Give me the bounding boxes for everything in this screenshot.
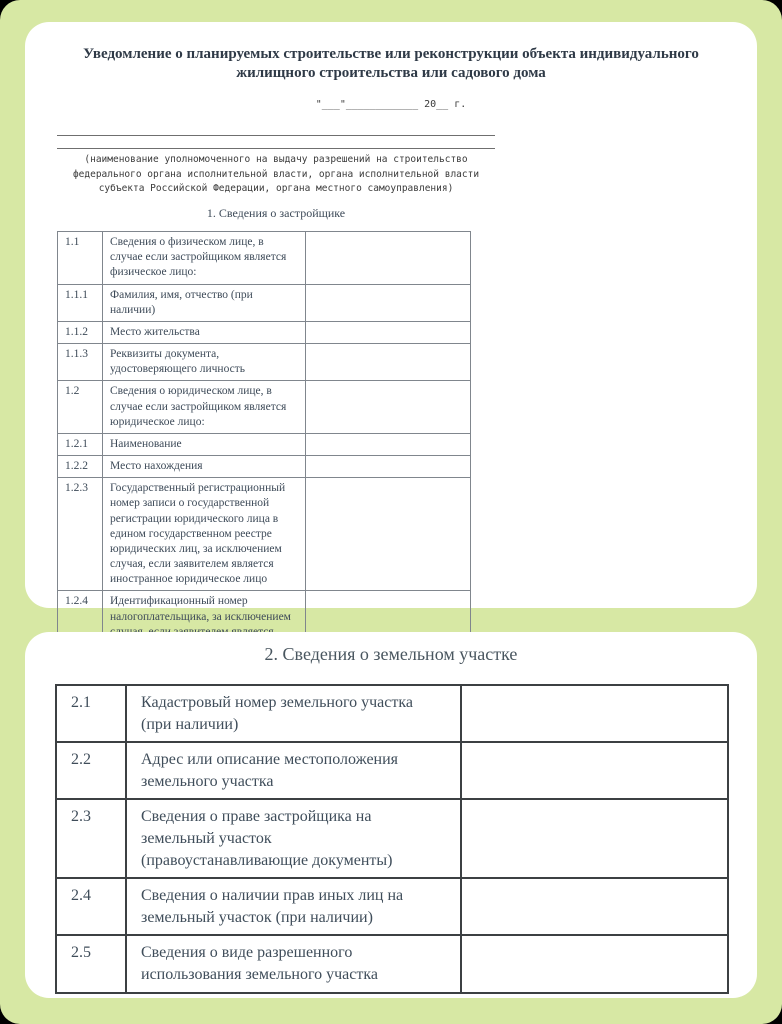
row-label-cell: Место нахождения	[103, 456, 306, 478]
table-row	[58, 284, 471, 321]
row-value-cell	[461, 878, 728, 935]
table-row	[58, 232, 471, 285]
authority-name-line-2	[57, 148, 495, 149]
row-label-cell: Реквизиты документа, удостоверяющего личность	[103, 344, 306, 381]
authority-caption	[39, 153, 513, 197]
row-value-cell	[306, 284, 471, 321]
row-value-cell	[306, 321, 471, 343]
table-row	[58, 433, 471, 455]
table-row	[56, 878, 728, 935]
row-label-cell: Сведения о наличии прав иных лиц на земельный участок (при наличии)	[126, 878, 461, 935]
row-number-cell: 1.1.3	[58, 344, 103, 381]
section1-heading: 1. Сведения о застройщике	[206, 206, 346, 220]
table-row	[56, 685, 728, 742]
table-row	[58, 344, 471, 381]
row-value-cell	[306, 478, 471, 591]
row-value-cell	[306, 456, 471, 478]
table-row	[56, 742, 728, 799]
row-label-cell: Сведения о виде разрешенного использования земельного участка	[126, 935, 461, 992]
row-value-cell	[306, 344, 471, 381]
table-row	[58, 381, 471, 434]
table-row	[58, 456, 471, 478]
row-number-cell: 2.3	[56, 799, 126, 878]
authority-caption-line: федерального органа исполнительной власти, органа исполнительной власти	[72, 168, 480, 180]
land-plot-card	[25, 632, 757, 998]
row-value-cell	[306, 381, 471, 434]
row-label-cell: Кадастровый номер земельного участка (при наличии)	[126, 685, 461, 742]
row-number-cell: 1.2.2	[58, 456, 103, 478]
table-row	[56, 935, 728, 992]
row-value-cell	[461, 799, 728, 878]
notice-document-card	[25, 22, 757, 623]
row-label-cell: Сведения о праве застройщика на земельный участок (правоустанавливающие документы)	[126, 799, 461, 878]
row-number-cell: 1.1.1	[58, 284, 103, 321]
row-number-cell: 1.1.2	[58, 321, 103, 343]
row-number-cell: 2.1	[56, 685, 126, 742]
row-number-cell: 1.2.1	[58, 433, 103, 455]
row-label-cell: Сведения о юридическом лице, в случае если застройщиком является юридическое лицо:	[103, 381, 306, 434]
table-row	[58, 478, 471, 591]
land-plot-table	[55, 684, 729, 994]
table-row	[56, 799, 728, 878]
row-value-cell	[461, 685, 728, 742]
row-number-cell: 2.5	[56, 935, 126, 992]
row-number-cell: 1.2.4	[58, 591, 103, 659]
row-number-cell: 1.2	[58, 381, 103, 434]
row-label-cell: Сведения о физическом лице, в случае если застройщиком является физическое лицо:	[103, 232, 306, 285]
row-number-cell: 1.1	[58, 232, 103, 285]
row-value-cell	[306, 232, 471, 285]
row-label-cell: Фамилия, имя, отчество (при наличии)	[103, 284, 306, 321]
row-label-cell: Наименование	[103, 433, 306, 455]
authority-caption-line: (наименование уполномоченного на выдачу разрешений на строительство	[84, 154, 468, 165]
section2-heading: 2. Сведения о земельном участке	[264, 644, 518, 664]
row-number-cell: 2.2	[56, 742, 126, 799]
row-value-cell	[461, 742, 728, 799]
row-label-cell: Адрес или описание местоположения земельного участка	[126, 742, 461, 799]
table-row	[58, 321, 471, 343]
document-title: Уведомление о планируемых строительстве или реконструкции объекта индивидуального жилищного строительства или садового дома	[83, 46, 699, 81]
authority-caption-line: субъекта Российской Федерации, органа местного самоуправления)	[98, 183, 454, 195]
row-value-cell	[461, 935, 728, 992]
authority-name-line-1	[57, 135, 495, 136]
developer-info-table	[57, 231, 471, 659]
row-label-cell: Идентификационный номер налогоплательщика, за исключением	[103, 591, 306, 659]
row-number-cell: 1.2.3	[58, 478, 103, 591]
row-number-cell: 2.4	[56, 878, 126, 935]
row-label-cell: Место жительства	[103, 321, 306, 343]
date-field: "___"____________ 20__ г.	[315, 99, 467, 110]
row-value-cell	[306, 433, 471, 455]
row-label-cell: Государственный регистрационный номер записи о государственной регистрации юридического лица в едином государственном реестре юридических лиц, за исключением случая, если заявителем является иностранное юридическое лицо	[103, 478, 306, 591]
